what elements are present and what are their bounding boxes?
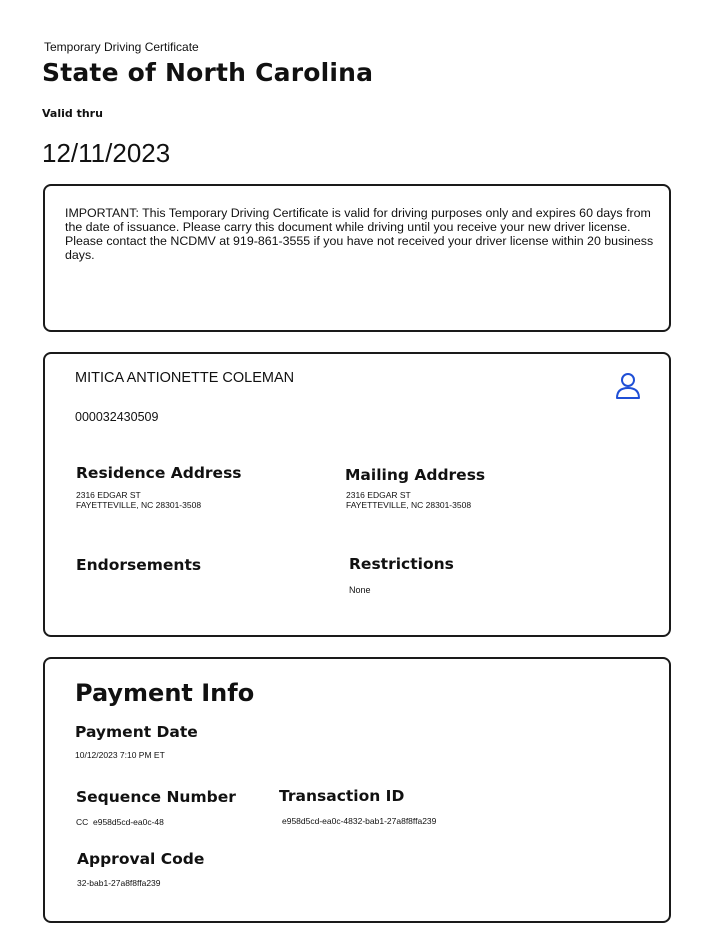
notice-box xyxy=(43,184,671,332)
person-name: MITICA ANTIONETTE COLEMAN xyxy=(75,370,295,386)
valid-thru-date: 12/11/2023 xyxy=(42,138,171,168)
transaction-id-heading: Transaction ID xyxy=(279,787,405,805)
mailing-address-line1: 2316 EDGAR ST xyxy=(346,490,411,500)
mailing-address-line2: FAYETTEVILLE, NC 28301-3508 xyxy=(346,500,472,510)
payment-date-heading: Payment Date xyxy=(75,723,198,741)
restrictions-heading: Restrictions xyxy=(349,555,454,573)
sequence-number-value: CC e958d5cd-ea0c-48 xyxy=(76,817,164,827)
sequence-number-heading: Sequence Number xyxy=(76,788,236,806)
payment-info-title: Payment Info xyxy=(75,679,255,707)
residence-address-heading: Residence Address xyxy=(76,464,242,482)
approval-code-value: 32-bab1-27a8f8ffa239 xyxy=(77,878,161,888)
restrictions-value: None xyxy=(349,585,371,595)
endorsements-heading: Endorsements xyxy=(76,556,202,574)
state-title: State of North Carolina xyxy=(42,58,374,87)
document-subtitle: Temporary Driving Certificate xyxy=(44,40,199,54)
person-info-card xyxy=(43,352,671,637)
residence-address-line1: 2316 EDGAR ST xyxy=(76,490,141,500)
transaction-id-value: e958d5cd-ea0c-4832-bab1-27a8f8ffa239 xyxy=(282,816,437,826)
payment-date-value: 10/12/2023 7:10 PM ET xyxy=(75,750,165,760)
valid-thru-label: Valid thru xyxy=(42,107,103,120)
notice-text: IMPORTANT: This Temporary Driving Certificate is valid for driving purposes only and expires 60 days from the date of issuance. Please carry this document while driving until you receive your new driver license. Please contact the NCDMV at 919-861-3555 if you have not received your driver license within 20 business days. xyxy=(65,206,654,262)
residence-address-line2: FAYETTEVILLE, NC 28301-3508 xyxy=(76,500,202,510)
mailing-address-heading: Mailing Address xyxy=(345,466,486,484)
payment-info-card xyxy=(43,657,671,923)
person-id-number: 000032430509 xyxy=(75,410,159,424)
user-icon xyxy=(615,372,641,400)
approval-code-heading: Approval Code xyxy=(77,850,205,868)
